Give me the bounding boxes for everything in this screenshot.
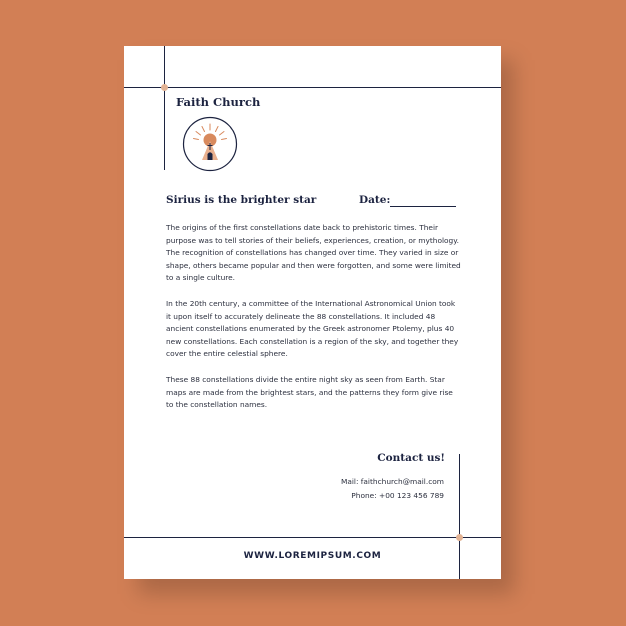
- contact-title: Contact us!: [377, 452, 445, 464]
- sunburst-church-icon: [182, 116, 238, 172]
- bottom-corner-dot: [456, 534, 463, 541]
- top-corner-dot: [161, 84, 168, 91]
- contact-mail: Mail: faithchurch@mail.com: [340, 477, 444, 486]
- date-field-line[interactable]: [390, 206, 456, 207]
- footer-website: WWW.LOREMIPSUM.COM: [243, 551, 382, 561]
- contact-phone: Phone: +00 123 456 789: [351, 491, 444, 500]
- letterhead-page: [124, 46, 501, 579]
- letter-heading: Sirius is the brighter star: [166, 194, 317, 206]
- bottom-horizontal-rule: [124, 537, 501, 538]
- top-vertical-rule: [164, 46, 165, 170]
- body-paragraph: The origins of the first constellations date back to prehistoric times. Their purpose was to tell stories of their beliefs, experiences, creation, or mythology. The recognition of constellations has changed over time. They varied in size or shape, others became popular and then were forgotten, and some were limited to a single culture.: [166, 223, 461, 283]
- body-paragraph: In the 20th century, a committee of the International Astronomical Union took it upon itself to accurately delineate the 88 constellations. It included 48 ancient constellations enumerated by the Greek astronomer Ptolemy, plus 40 new constellations. Each constellation is a region of the sky, and together they cover the entire celestial sphere.: [166, 298, 459, 359]
- church-logo: [182, 116, 238, 172]
- church-name: Faith Church: [176, 95, 261, 109]
- body-paragraph: These 88 constellations divide the entire night sky as seen from Earth. Star maps are made from the brightest stars, and the patterns they form give rise to the constellation names.: [166, 374, 453, 410]
- top-horizontal-rule: [124, 87, 501, 88]
- date-label: Date:: [359, 194, 391, 206]
- letter-body: [166, 222, 462, 425]
